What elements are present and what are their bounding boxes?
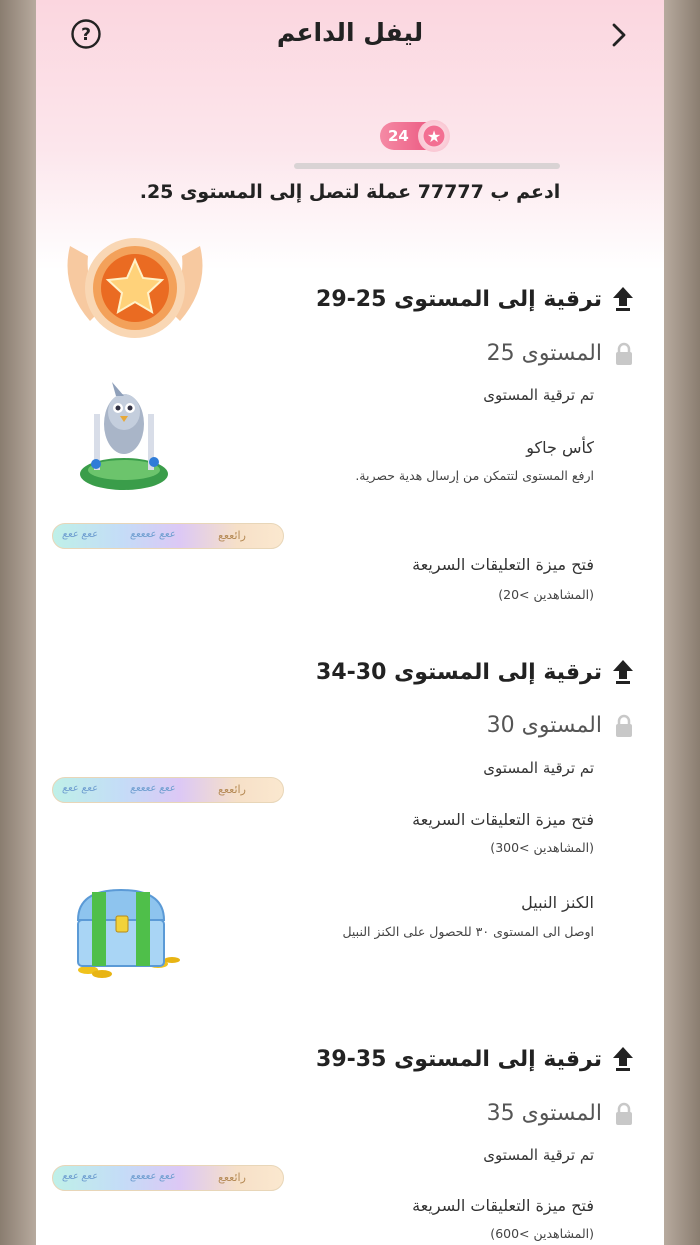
support-message: ادعم ب 77777 عملة لتصل إلى المستوى 25. [139, 181, 561, 203]
ribbon-decoration: ععع ععع [62, 529, 98, 540]
background-left [0, 0, 36, 1245]
current-level-number: 24 [388, 127, 409, 145]
feature-title: فتح ميزة التعليقات السريعة [412, 1196, 594, 1215]
treasure-title: الكنز النبيل [521, 893, 594, 912]
level-progress-bar [294, 163, 560, 169]
svg-text:?: ? [81, 25, 91, 45]
quick-comment-ribbon [52, 773, 286, 807]
section-title-25-29 [316, 286, 634, 312]
feature-description: (المشاهدين >600) [490, 1226, 594, 1241]
help-button[interactable] [70, 20, 102, 52]
feature-title: فتح ميزة التعليقات السريعة [412, 555, 594, 574]
gift-title: كأس جاكو [526, 438, 594, 457]
current-level-badge [380, 122, 446, 150]
ribbon-decoration: ععع ععععع [130, 1171, 176, 1182]
lock-icon [614, 714, 634, 738]
section-title-text: ترقية إلى المستوى 25-29 [316, 286, 602, 312]
star-icon: ★ [418, 120, 450, 152]
level-label: المستوى 25 [486, 341, 602, 366]
level-label: المستوى 30 [486, 713, 602, 738]
lock-icon [614, 342, 634, 366]
section-title-text: ترقية إلى المستوى 30-34 [316, 659, 602, 685]
page-title: ليفل الداعم [276, 18, 424, 47]
treasure-description: اوصل الى المستوى ٣٠ للحصول على الكنز النبيل [342, 924, 594, 939]
section-title-35-39 [316, 1046, 634, 1072]
level-row-30 [487, 713, 634, 738]
medal-icon [60, 236, 210, 348]
section-title-text: ترقية إلى المستوى 35-39 [316, 1046, 602, 1072]
app-screen [36, 0, 664, 1245]
ribbon-decoration: ععع ععععع [130, 529, 176, 540]
ribbon-label: رائععع [218, 783, 246, 796]
trophy-gift-icon [76, 374, 172, 496]
feature-description: (المشاهدين >20) [498, 587, 594, 602]
upgrade-arrow-icon [612, 1046, 634, 1072]
help-icon [70, 18, 102, 54]
upgrade-note: تم ترقية المستوى [483, 386, 594, 404]
upgrade-arrow-icon [612, 659, 634, 685]
gift-description: ارفع المستوى لتتمكن من إرسال هدية حصرية. [355, 468, 594, 483]
ribbon-label: رائععع [218, 1171, 246, 1184]
ribbon-decoration: ععع ععععع [130, 783, 176, 794]
background-right [664, 0, 700, 1245]
ribbon-label: رائععع [218, 529, 246, 542]
ribbon-decoration: ععع ععع [62, 783, 98, 794]
feature-description: (المشاهدين >300) [490, 840, 594, 855]
level-row-35 [487, 1101, 634, 1126]
treasure-chest-icon [58, 884, 184, 984]
upgrade-note: تم ترقية المستوى [483, 759, 594, 777]
section-title-30-34 [316, 659, 634, 685]
quick-comment-ribbon [52, 519, 286, 553]
ribbon-decoration: ععع ععع [62, 1171, 98, 1182]
upgrade-arrow-icon [612, 286, 634, 312]
feature-title: فتح ميزة التعليقات السريعة [412, 810, 594, 829]
header [36, 0, 664, 76]
upgrade-note: تم ترقية المستوى [483, 1146, 594, 1164]
level-row-25 [487, 341, 634, 366]
quick-comment-ribbon [52, 1161, 286, 1195]
level-label: المستوى 35 [486, 1101, 602, 1126]
lock-icon [614, 1102, 634, 1126]
